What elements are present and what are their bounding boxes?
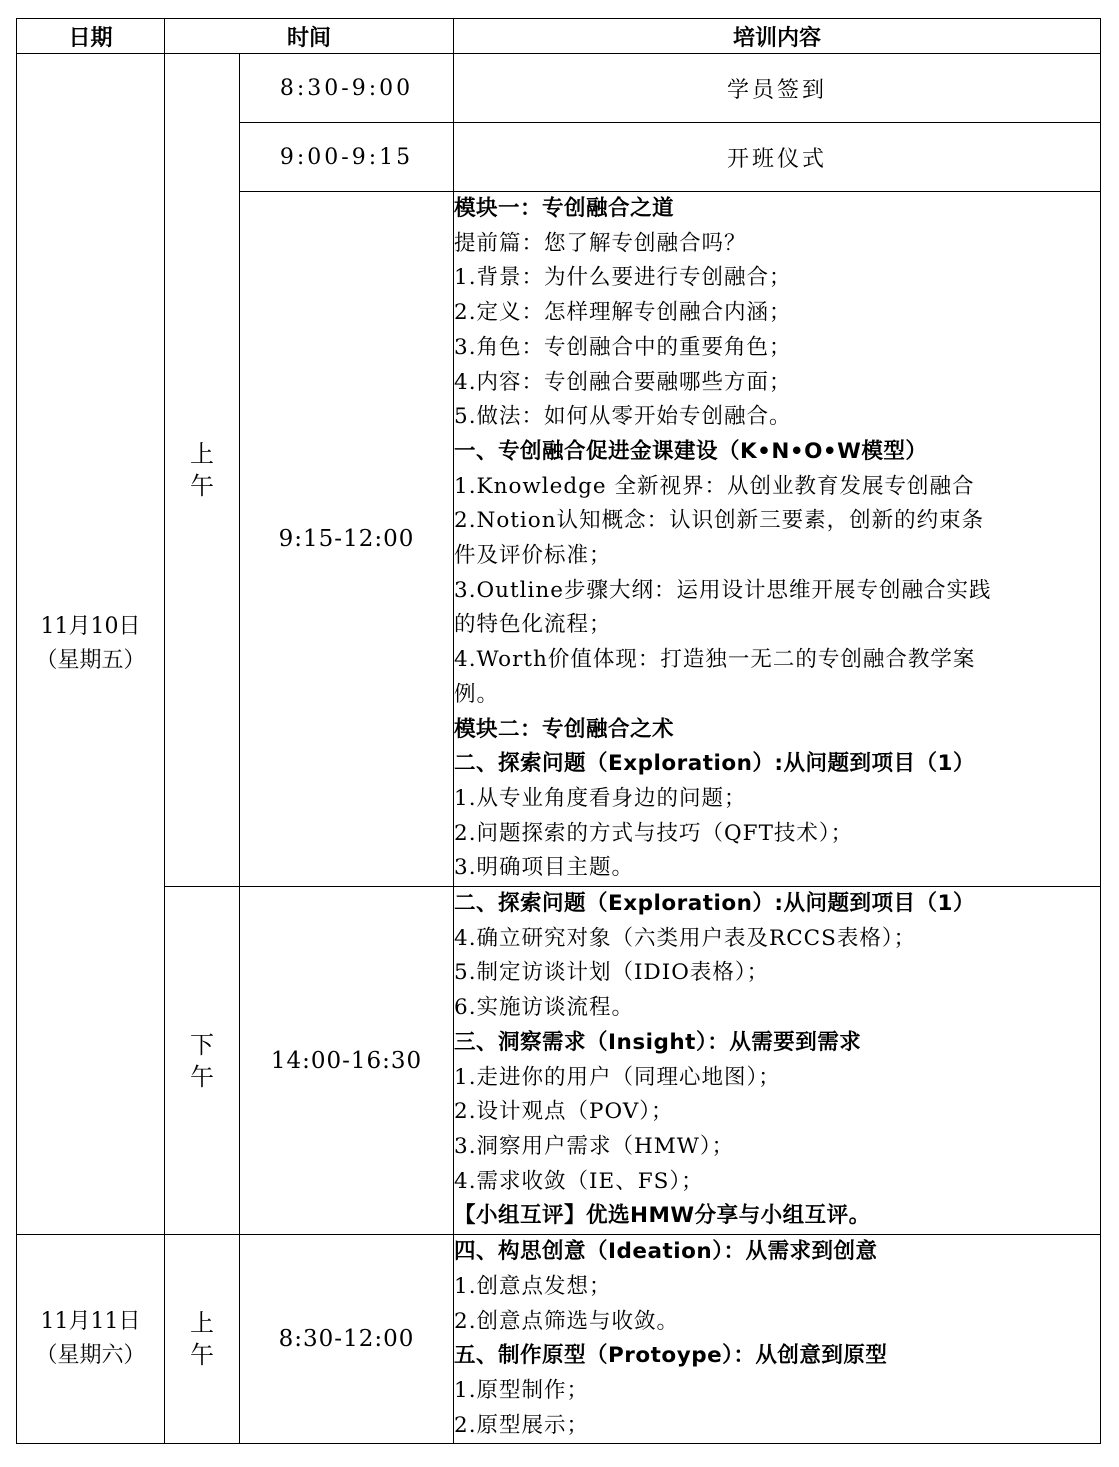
content-line: 2.Notion认知概念：认识创新三要素，创新的约束条 xyxy=(454,508,985,534)
content-cell-list xyxy=(454,1235,1101,1444)
section-heading: 二、探索问题（Exploration）:从问题到项目（1） xyxy=(454,751,975,777)
content-line: 4.需求收敛（IE、FS）； xyxy=(454,1168,704,1194)
section-heading: 模块一：专创融合之道 xyxy=(454,196,675,221)
content-line: 2.问题探索的方式与技巧（QFT技术）； xyxy=(454,820,854,846)
section-heading: 五、制作原型（Protoype）：从创意到原型 xyxy=(454,1343,888,1369)
date-text: 11月11日 xyxy=(40,1309,141,1335)
header-date: 日期 xyxy=(17,19,165,54)
content-line: 例。 xyxy=(454,681,500,707)
content-line: 2.定义：怎样理解专创融合内涵； xyxy=(454,300,792,326)
content-line: 2.设计观点（POV）； xyxy=(454,1099,674,1125)
table-row xyxy=(17,887,1101,1235)
section-heading: 四、构思创意（Ideation）：从需求到创意 xyxy=(454,1239,878,1265)
time-cell: 9:15-12:00 xyxy=(240,192,454,887)
time-cell: 8:30-9:00 xyxy=(240,54,454,123)
content-line: 的特色化流程； xyxy=(454,612,612,638)
content-line: 3.洞察用户需求（HMW）； xyxy=(454,1133,735,1159)
weekday-text: （星期五） xyxy=(35,648,146,674)
header-content: 培训内容 xyxy=(454,19,1101,54)
content-line: 件及评价标准； xyxy=(454,543,612,569)
period-cell-afternoon xyxy=(165,887,240,1235)
header-time: 时间 xyxy=(165,19,454,54)
content-line: 2.创意点筛选与收敛。 xyxy=(454,1308,680,1334)
section-heading: 一、专创融合促进金课建设（K•N•O•W模型） xyxy=(454,438,928,464)
content-line: 1.从专业角度看身边的问题； xyxy=(454,785,747,811)
period-label-char: 午 xyxy=(190,1062,214,1091)
content-cell-list xyxy=(454,887,1101,1235)
period-label-char: 午 xyxy=(190,1341,214,1370)
date-cell-day1 xyxy=(17,54,165,1235)
time-cell: 14:00-16:30 xyxy=(240,887,454,1235)
content-line: 4.Worth价值体现：打造独一无二的专创融合教学案 xyxy=(454,647,976,673)
table-row xyxy=(17,54,1101,123)
date-cell-day2 xyxy=(17,1235,165,1444)
training-schedule-table xyxy=(16,18,1101,1444)
period-label-char: 上 xyxy=(190,1309,214,1338)
content-line: 5.制定访谈计划（IDIO表格）； xyxy=(454,960,770,986)
period-label-char: 下 xyxy=(190,1030,214,1059)
section-heading: 模块二：专创融合之术 xyxy=(454,716,675,742)
period-cell-morning xyxy=(165,54,240,887)
content-line: 4.内容：专创融合要融哪些方面； xyxy=(454,369,792,395)
section-heading: 二、探索问题（Exploration）:从问题到项目（1） xyxy=(454,891,975,917)
content-line: 5.做法：如何从零开始专创融合。 xyxy=(454,404,792,430)
period-label-char: 午 xyxy=(190,472,214,501)
content-line: 3.明确项目主题。 xyxy=(454,855,635,881)
header-row xyxy=(17,19,1101,54)
period-label-char: 上 xyxy=(190,440,214,469)
section-heading: 【小组互评】优选HMW分享与小组互评。 xyxy=(454,1203,871,1229)
period-cell-morning xyxy=(165,1235,240,1444)
content-line: 1.原型制作； xyxy=(454,1377,590,1403)
content-cell: 开班仪式 xyxy=(454,123,1101,192)
content-cell-list xyxy=(454,192,1101,887)
content-line: 4.确立研究对象（六类用户表及RCCS表格）； xyxy=(454,925,917,951)
content-cell: 学员签到 xyxy=(454,54,1101,123)
content-line: 3.Outline步骤大纲：运用设计思维开展专创融合实践 xyxy=(454,577,992,603)
content-line: 1.背景：为什么要进行专创融合； xyxy=(454,265,792,291)
content-line: 2.原型展示； xyxy=(454,1412,590,1438)
content-line: 提前篇：您了解专创融合吗？ xyxy=(454,230,747,256)
section-heading: 三、洞察需求（Insight）：从需要到需求 xyxy=(454,1029,862,1055)
content-line: 1.走进你的用户（同理心地图）； xyxy=(454,1064,781,1090)
time-cell: 8:30-12:00 xyxy=(240,1235,454,1444)
content-line: 1.创意点发想； xyxy=(454,1273,612,1299)
date-text: 11月10日 xyxy=(40,614,141,640)
content-line: 3.角色：专创融合中的重要角色； xyxy=(454,334,792,360)
content-line: 1.Knowledge 全新视界：从创业教育发展专创融合 xyxy=(454,473,975,499)
time-cell: 9:00-9:15 xyxy=(240,123,454,192)
weekday-text: （星期六） xyxy=(35,1343,146,1369)
content-line: 6.实施访谈流程。 xyxy=(454,995,635,1021)
table-row xyxy=(17,1235,1101,1444)
